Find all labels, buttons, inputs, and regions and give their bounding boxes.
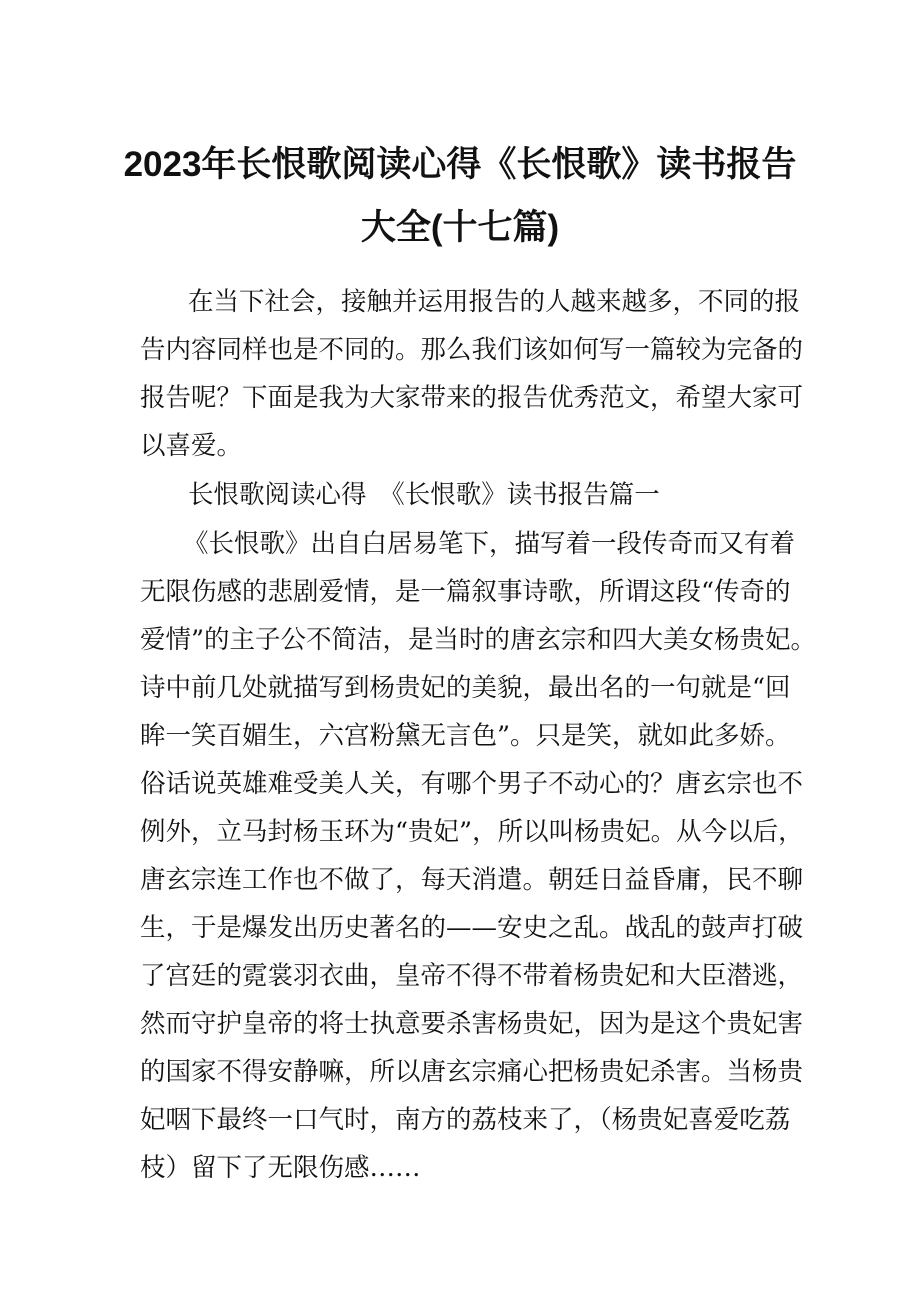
- intro-line: 告内容同样也是不同的。那么我们该如何写一篇较为完备的: [140, 335, 804, 365]
- body-line: 的国家不得安静嘛，所以唐玄宗痛心把杨贵妃杀害。当杨贵: [140, 1057, 804, 1087]
- document-title-line-2: 大全(十七篇): [360, 208, 560, 247]
- body-line: 唐玄宗连工作也不做了，每天消遣。朝廷日益昏庸，民不聊: [140, 865, 804, 895]
- intro-line: 在当下社会，接触并运用报告的人越来越多，不同的报: [188, 287, 801, 317]
- body-line: 了宫廷的霓裳羽衣曲，皇帝不得不带着杨贵妃和大臣潜逃，: [140, 961, 804, 991]
- body-line: 无限伤感的悲剧爱情，是一篇叙事诗歌，所谓这段“传奇的: [140, 577, 791, 607]
- intro-line: 报告呢？下面是我为大家带来的报告优秀范文，希望大家可: [140, 383, 804, 413]
- body-line: 枝）留下了无限伤感……: [140, 1153, 421, 1183]
- body-line: 俗话说英雄难受美人关，有哪个男子不动心的？唐玄宗也不: [140, 769, 804, 799]
- body-line: 《长恨歌》出自白居易笔下，描写着一段传奇而又有着: [183, 529, 796, 559]
- section-heading: 长恨歌阅读心得 《长恨歌》读书报告篇一: [188, 480, 660, 510]
- body-line: 妃咽下最终一口气时，南方的荔枝来了，（杨贵妃喜爱吃荔: [140, 1105, 791, 1135]
- intro-line: 以喜爱。: [140, 431, 243, 461]
- body-line: 爱情”的主子公不简洁，是当时的唐玄宗和四大美女杨贵妃。: [140, 625, 817, 655]
- body-line: 例外，立马封杨玉环为“贵妃”，所以叫杨贵妃。从今以后，: [140, 817, 804, 847]
- body-line: 生，于是爆发出历史著名的——安史之乱。战乱的鼓声打破: [140, 913, 804, 943]
- document-title-line-1: 2023年长恨歌阅读心得《长恨歌》读书报告: [123, 145, 797, 184]
- body-line: 眸一笑百媚生，六宫粉黛无言色”。只是笑，就如此多娇。: [140, 721, 791, 751]
- body-line: 诗中前几处就描写到杨贵妃的美貌，最出名的一句就是“回: [140, 673, 791, 703]
- body-line: 然而守护皇帝的将士执意要杀害杨贵妃，因为是这个贵妃害: [140, 1009, 804, 1039]
